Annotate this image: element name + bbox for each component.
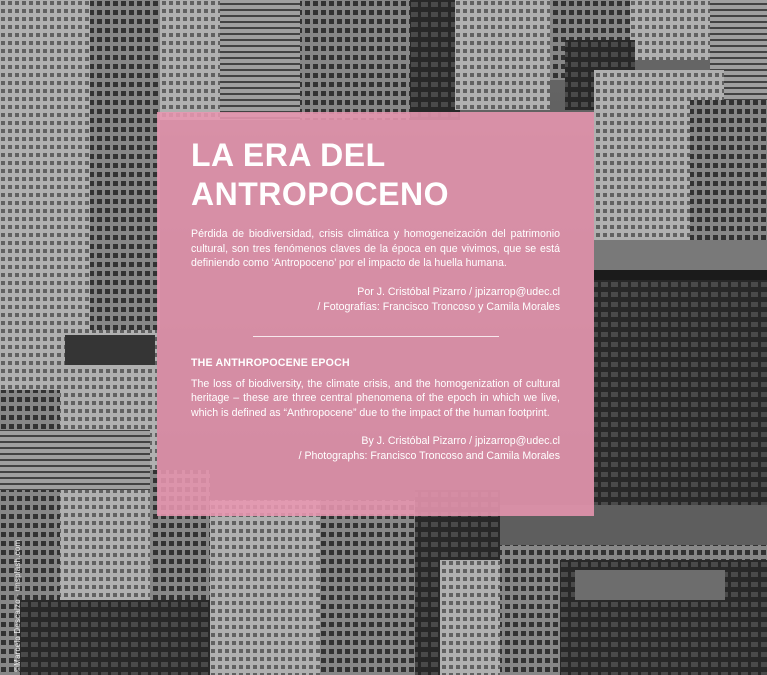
author-credit-es: Por J. Cristóbal Pizarro / jpizarrop@udec.cl bbox=[357, 285, 560, 298]
credits-english bbox=[191, 434, 560, 464]
lead-english: The loss of biodiversity, the climate crisis, and the homogenization of cultural heritage – these are three central phenomena of the epoch in which we live, which is defined as “Anthropocene” due to the impact of the human footprint. bbox=[191, 377, 560, 419]
title-line-2: ANTROPOCENO bbox=[191, 176, 449, 212]
author-credit-en: By J. Cristóbal Pizarro / jpizarrop@udec.cl bbox=[361, 435, 560, 447]
title-line-1: LA ERA DEL bbox=[191, 137, 386, 173]
english-heading: THE ANTHROPOCENE EPOCH bbox=[191, 356, 350, 369]
photo-credit: ©Marcelo Descalzo - unsplash.com bbox=[13, 539, 22, 672]
article-intro-panel bbox=[157, 112, 594, 516]
credits-spanish bbox=[191, 285, 560, 315]
article-title bbox=[191, 136, 560, 214]
lead-spanish: Pérdida de biodiversidad, crisis climática y homogeneización del patrimonio cultural, son tres fenómenos claves de la época en que vivimos, que se está definiendo como ‘Antropoceno’ por el impacto de la huella humana. bbox=[191, 228, 560, 269]
photo-credit-es: / Fotografías: Francisco Troncoso y Camila Morales bbox=[317, 300, 560, 313]
photo-credit-en: / Photographs: Francisco Troncoso and Camila Morales bbox=[298, 450, 560, 462]
section-divider bbox=[253, 336, 499, 337]
